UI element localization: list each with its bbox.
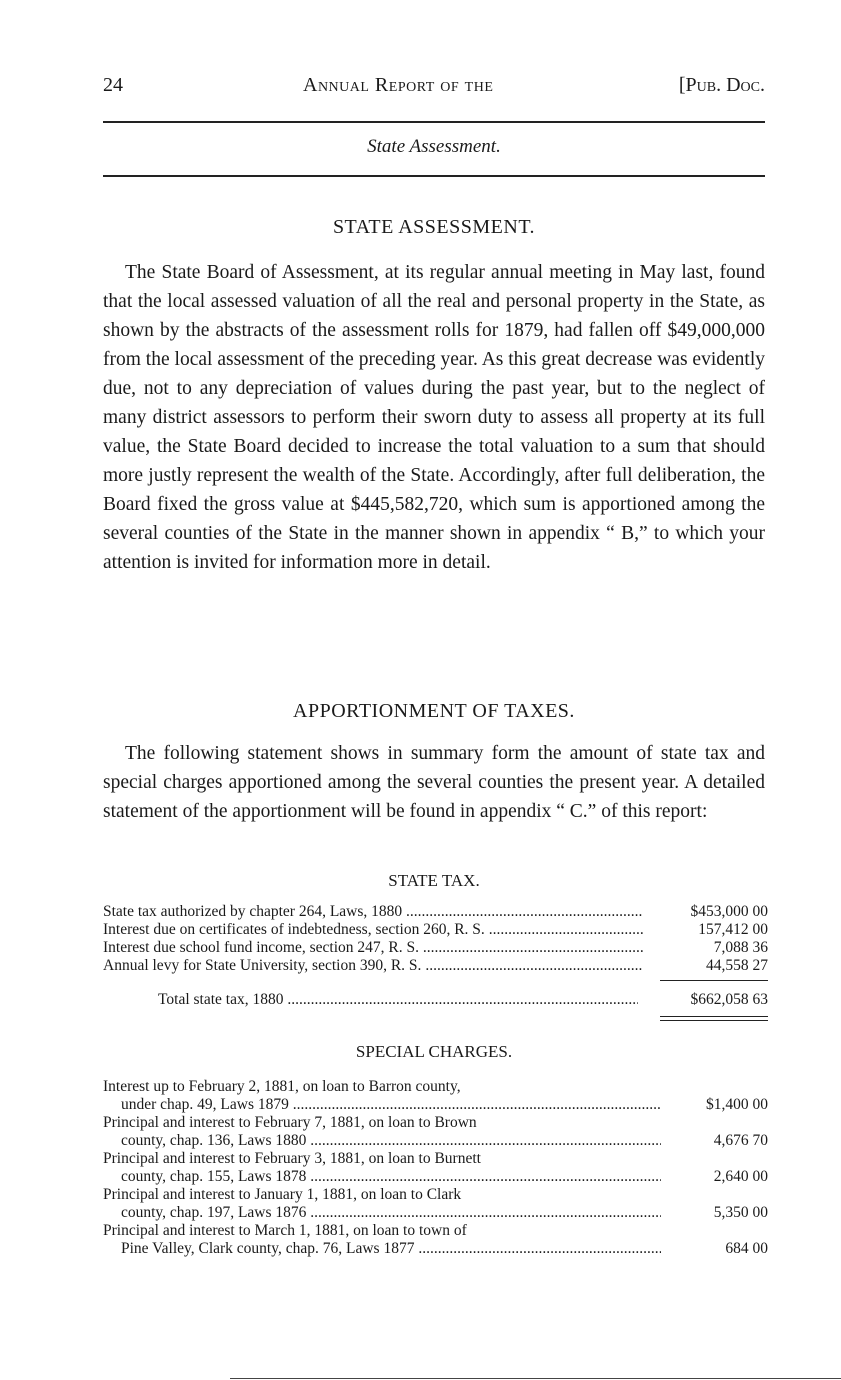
- total-double-rule-2: [660, 1020, 768, 1021]
- row-amount: 5,350 00: [713, 1204, 768, 1221]
- state-tax-total: [103, 991, 768, 1009]
- table-row: [103, 957, 768, 975]
- header-rule-top: [103, 121, 765, 123]
- row-label: county, chap. 155, Laws 1878 .....: [103, 1168, 661, 1186]
- row-amount: 7,088 36: [713, 939, 768, 956]
- list-item: [103, 1222, 768, 1258]
- total-label: Total state tax, 1880 .....: [158, 991, 638, 1009]
- header-rule-bottom: [103, 175, 765, 177]
- state-assessment-paragraph: The State Board of Assessment, at its regular annual meeting in May last, found that the local assessed valuation of all the real and personal property in the State, as shown by the abstracts of the assessment rolls for 1879, had fallen off $49,000,000 from the local assessment of the preceding year. As this great decrease was evidently due, not to any depreciation of values during the past year, but to the neglect of many district assessors to perform their sworn duty to assess all property at its full value, the State Board decided to increase the total valuation to a sum that should more justly represent the wealth of the State. Accordingly, after full deliberation, the Board fixed the gross value at $445,582,720, which sum is apportioned among the several counties of the State in the manner shown in appendix “ B,” to which your attention is invited for information more in detail.: [103, 262, 765, 573]
- state-tax-heading: STATE TAX.: [388, 871, 480, 890]
- running-title: Annual Report of the: [303, 74, 494, 96]
- table-row: [103, 921, 768, 939]
- row-label: Interest due on certificates of indebtedness, section 260, R. S. .....: [103, 921, 643, 939]
- row-amount: 2,640 00: [713, 1168, 768, 1185]
- list-item: [103, 1078, 768, 1114]
- document-reference: [Pub. Doc.: [678, 74, 765, 96]
- apportionment-heading: APPORTIONMENT OF TAXES.: [293, 700, 575, 722]
- apportionment-paragraph: The following statement shows in summary form the amount of state tax and special charges apportioned among the several counties the present year. A detailed statement of the apportionment will be found in appendix “ C.” of this report:: [103, 743, 765, 822]
- row-line-2: [103, 1240, 768, 1258]
- row-label: Principal and interest to February 3, 1881, on loan to Burnett: [103, 1150, 481, 1167]
- row-label: county, chap. 136, Laws 1880 .....: [103, 1132, 661, 1150]
- row-label: Principal and interest to March 1, 1881, on loan to town of: [103, 1222, 467, 1239]
- row-amount: 157,412 00: [698, 921, 768, 938]
- table-row: [103, 903, 768, 921]
- row-amount: 4,676 70: [713, 1132, 768, 1149]
- subtotal-rule: [660, 980, 768, 981]
- row-label: county, chap. 197, Laws 1876 .....: [103, 1204, 661, 1222]
- total-amount: $662,058 63: [690, 991, 768, 1008]
- total-row: [103, 991, 768, 1009]
- list-item: [103, 1150, 768, 1186]
- row-line-2: [103, 1168, 768, 1186]
- row-label: Principal and interest to February 7, 1881, on loan to Brown: [103, 1114, 477, 1131]
- row-line-1: [103, 1150, 768, 1168]
- row-label: State tax authorized by chapter 264, Laws, 1880 .....: [103, 903, 643, 921]
- state-assessment-heading: STATE ASSESSMENT.: [332, 216, 536, 238]
- row-amount: 44,558 27: [706, 957, 768, 974]
- running-header: [103, 74, 765, 104]
- state-tax-table: [103, 903, 768, 975]
- section-subheader: State Assessment.: [367, 136, 501, 157]
- row-label: under chap. 49, Laws 1879 .....: [103, 1096, 661, 1114]
- row-label: Annual levy for State University, section 390, R. S. .....: [103, 957, 643, 975]
- row-line-1: [103, 1186, 768, 1204]
- list-item: [103, 1114, 768, 1150]
- special-charges-heading: SPECIAL CHARGES.: [355, 1042, 513, 1061]
- row-line-2: [103, 1132, 768, 1150]
- total-double-rule-1: [660, 1016, 768, 1017]
- row-line-1: [103, 1114, 768, 1132]
- row-amount: $1,400 00: [706, 1096, 768, 1113]
- footer-rule: [230, 1378, 841, 1379]
- row-line-2: [103, 1204, 768, 1222]
- table-row: [103, 939, 768, 957]
- row-label: Interest due school fund income, section 247, R. S. .....: [103, 939, 643, 957]
- row-amount: $453,000 00: [690, 903, 768, 920]
- list-item: [103, 1186, 768, 1222]
- row-label: Pine Valley, Clark county, chap. 76, Laws 1877 .....: [103, 1240, 661, 1258]
- special-charges-table: [103, 1078, 768, 1258]
- row-label: Interest up to February 2, 1881, on loan to Barron county,: [103, 1078, 461, 1095]
- row-line-2: [103, 1096, 768, 1114]
- row-line-1: [103, 1222, 768, 1240]
- row-line-1: [103, 1078, 768, 1096]
- row-label: Principal and interest to January 1, 1881, on loan to Clark: [103, 1186, 462, 1203]
- page-number: 24: [103, 74, 123, 96]
- row-amount: 684 00: [725, 1240, 768, 1257]
